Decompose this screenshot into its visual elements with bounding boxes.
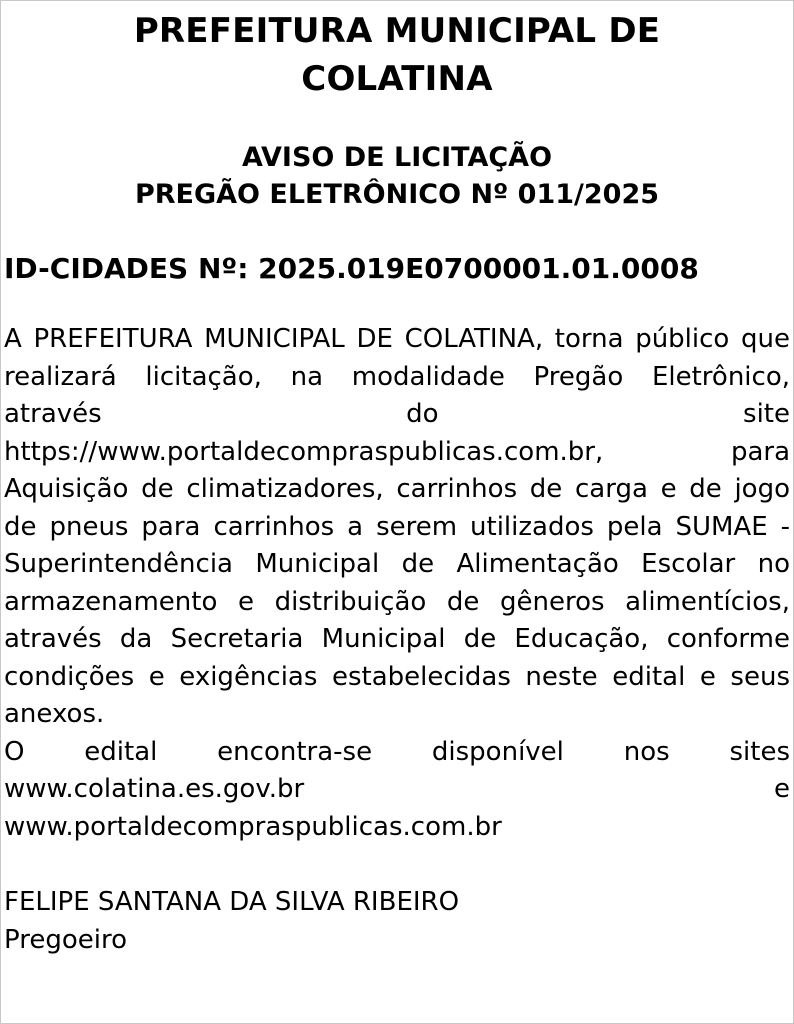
signatory-name: FELIPE SANTANA DA SILVA RIBEIRO — [4, 887, 460, 917]
title-line-1: PREFEITURA MUNICIPAL DE — [133, 11, 661, 51]
site-portal: www.portaldecompraspublicas.com.br — [4, 811, 502, 842]
notice-body — [4, 321, 790, 846]
signatory-role: Pregoeiro — [4, 925, 127, 955]
notice-heading — [4, 139, 790, 213]
paragraph-1-intro: A PREFEITURA MUNICIPAL DE COLATINA, torna público que realizará licitação, na modalidade Pregão Eletrônico, através do site — [4, 324, 790, 429]
notice-type: AVISO DE LICITAÇÃO — [241, 142, 553, 173]
body-paragraph-2 — [4, 734, 790, 847]
title-line-2: COLATINA — [301, 59, 493, 99]
signature-block — [4, 883, 790, 959]
body-paragraph-1 — [4, 321, 790, 734]
paragraph-1-rest: para Aquisição de climatizadores, carrinhos de carga e de jogo de pneus para carrinhos a serem utilizados pela SUMAE - Superintendência Municipal de Alimentação Escolar no armazenamento e distribuição de gêneros alimentícios, através da Secretaria Municipal de Educação, conforme condições e exigências estabelecidas neste edital e seus anexos. — [4, 436, 790, 729]
page-title — [4, 7, 790, 103]
id-cidades: ID-CIDADES Nº: 2025.019E0700001.01.0008 — [4, 252, 699, 285]
paragraph-2-conjunction: e — [774, 774, 790, 804]
notice-number: PREGÃO ELETRÔNICO Nº 011/2025 — [134, 179, 660, 210]
site-colatina: www.colatina.es.gov.br — [4, 774, 305, 804]
portal-url: https://www.portaldecompraspublicas.com.br, — [4, 436, 604, 467]
paragraph-2-intro: O edital encontra-se disponível nos sites — [4, 736, 790, 767]
